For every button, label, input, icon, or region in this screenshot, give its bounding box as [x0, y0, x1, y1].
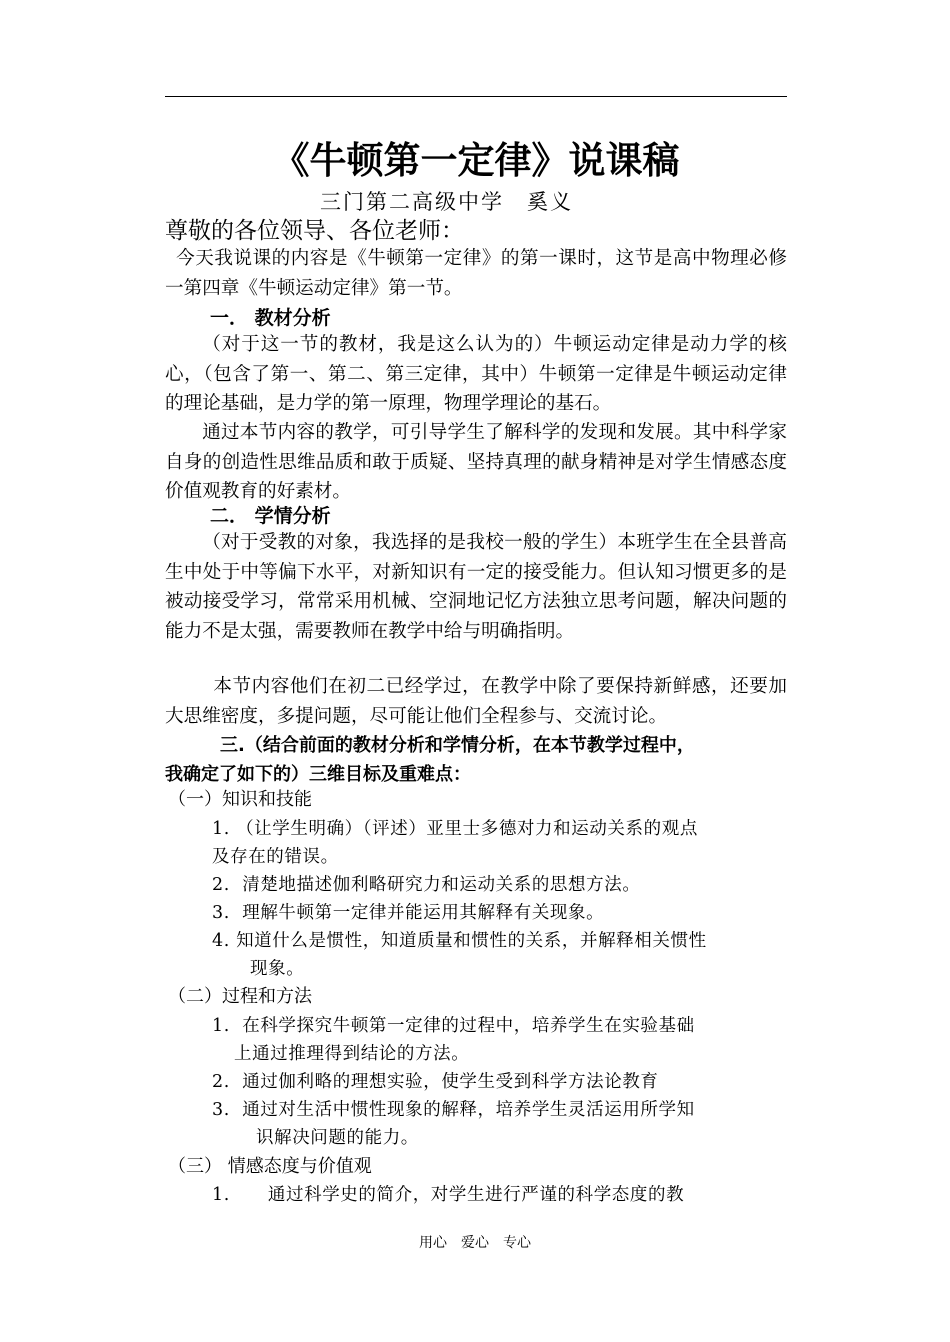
intro-paragraph: 今天我说课的内容是《牛顿第一定律》的第一课时，这节是高中物理必修一第四章《牛顿运动定律》第一节。 [165, 248, 787, 299]
list-item: 1. （让学生明确）（评述）亚里士多德对力和运动关系的观点 [212, 819, 698, 839]
list-item: 2. 通过伽利略的理想实验，使学生受到科学方法论教育 [212, 1072, 659, 1092]
section-1-heading: 一． 教材分析 [210, 307, 331, 329]
header-rule [165, 96, 787, 97]
list-item: 1. 通过科学史的简介，对学生进行严谨的科学态度的教 [212, 1185, 685, 1205]
list-item-continuation: 识解决问题的能力。 [256, 1128, 419, 1148]
section-2-paragraph-1: （对于受教的对象，我选择的是我校一般的学生）本班学生在全县普高生中处于中等偏下水平，对新知识有一定的接受能力。但认知习惯更多的是被动接受学习，常常采用机械、空洞地记忆方法独立思考问题，解决问题的能力不是太强，需要教师在教学中给与明确指明。 [165, 532, 787, 642]
list-item: 2. 清楚地描述伽利略研究力和运动关系的思想方法。 [212, 875, 641, 895]
subsection-process-label: （二）过程和方法 [168, 986, 312, 1007]
subsection-attitude-label: （三） 情感态度与价值观 [168, 1156, 372, 1177]
list-item: 3. 通过对生活中惯性现象的解释，培养学生灵活运用所学知 [212, 1100, 695, 1120]
document-title: 《牛顿第一定律》说课稿 [272, 139, 680, 182]
section-2-heading: 二． 学情分析 [210, 505, 331, 527]
section-3-heading-line-2: 我确定了如下的）三维目标及重难点： [165, 764, 471, 785]
list-item: 4. 知道什么是惯性，知道质量和惯性的关系，并解释相关惯性 [212, 931, 707, 951]
greeting: 尊敬的各位领导、各位老师： [165, 218, 464, 244]
list-item: 1. 在科学探究牛顿第一定律的过程中，培养学生在实验基础 [212, 1016, 695, 1036]
list-item-continuation: 及存在的错误。 [212, 847, 339, 867]
section-1-paragraph-1: （对于这一节的教材，我是这么认为的）牛顿运动定律是动力学的核心，（包含了第一、第二、第三定律，其中）牛顿第一定律是牛顿运动定律的理论基础，是力学的第一原理，物理学理论的基石。 [165, 334, 787, 414]
author-line: 三门第二高级中学 奚义 [320, 190, 573, 214]
section-3-heading-line-1: 三.（结合前面的教材分析和学情分析，在本节教学过程中， [220, 735, 695, 756]
section-2-paragraph-2: 本节内容他们在初二已经学过，在教学中除了要保持新鲜感，还要加大思维密度，多提问题，尽可能让他们全程参与、交流讨论。 [165, 676, 787, 727]
list-item: 3. 理解牛顿第一定律并能运用其解释有关现象。 [212, 903, 605, 923]
subsection-knowledge-label: （一）知识和技能 [168, 789, 312, 810]
list-item-continuation: 现象。 [250, 959, 305, 979]
list-item-continuation: 上通过推理得到结论的方法。 [234, 1044, 470, 1064]
page-footer: 用心 爱心 专心 [419, 1235, 531, 1251]
section-1-paragraph-2: 通过本节内容的教学，可引导学生了解科学的发现和发展。其中科学家自身的创造性思维品质和敢于质疑、坚持真理的献身精神是对学生情感态度价值观教育的好素材。 [165, 422, 787, 502]
